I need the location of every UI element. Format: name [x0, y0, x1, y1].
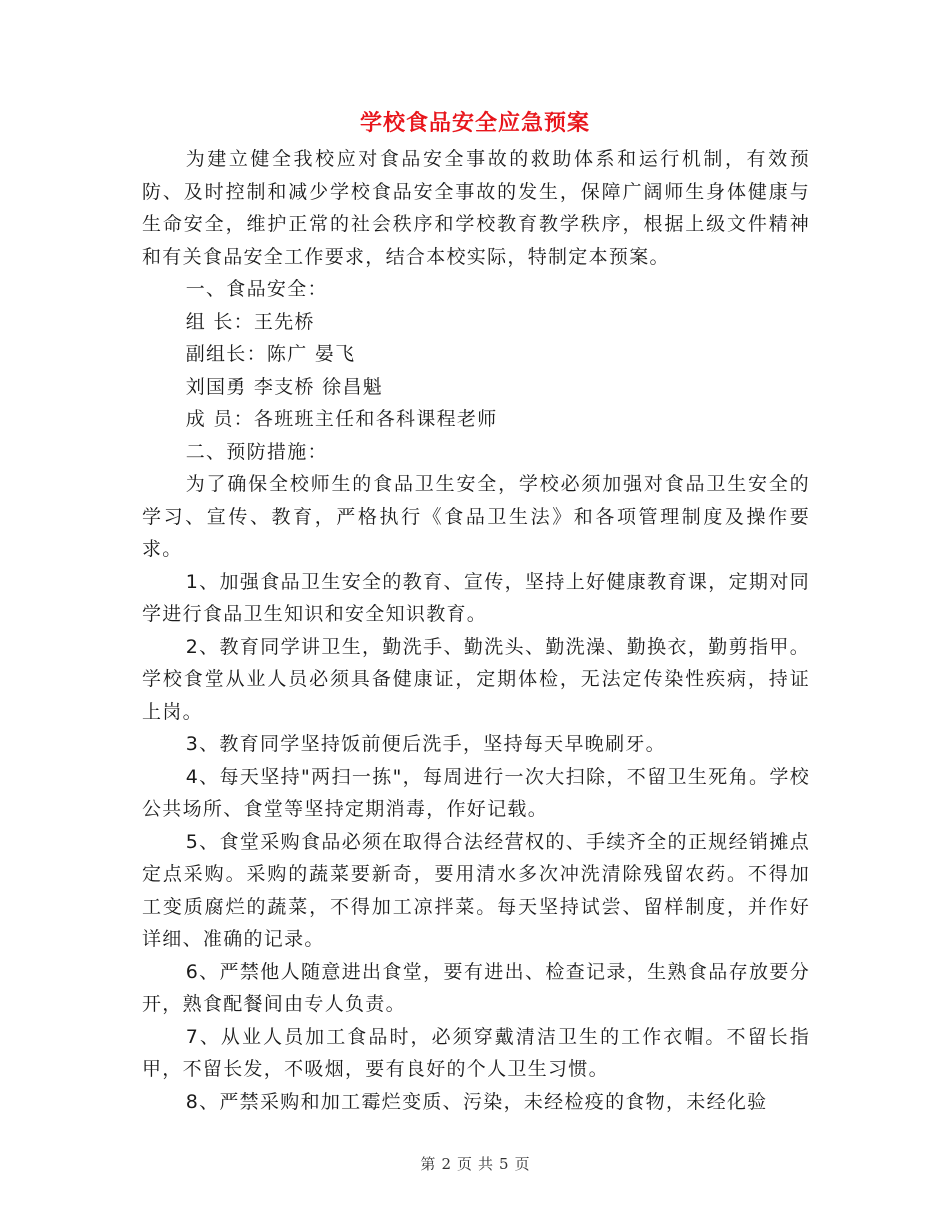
members-line: 成 员：各班班主任和各科课程老师	[185, 408, 498, 430]
deputy-members-line: 刘国勇 李支桥 徐昌魁	[185, 375, 384, 398]
document-body	[142, 143, 810, 1118]
list-item-4: 4、每天坚持"两扫一拣"，每周进行一次大扫除，不留卫生死角。学校公共场所、食堂等坚持定期消毒，作好记载。	[142, 765, 810, 820]
list-item-8: 8、严禁采购和加工霉烂变质、污染，未经检疫的食物，未经化验	[185, 1090, 768, 1113]
section-heading-food-safety: 一、食品安全：	[185, 278, 328, 300]
footer-total-pages: 5	[499, 1155, 509, 1173]
section-heading-prevention: 二、预防措施：	[185, 440, 328, 463]
list-item-3: 3、教育同学坚持饭前便后洗手，坚持每天早晚刷牙。	[185, 733, 666, 755]
list-item-2: 2、教育同学讲卫生，勤洗手、勤洗头、勤洗澡、勤换衣，勤剪指甲。学校食堂从业人员必须具备健康证，定期体检，无法定传染性疾病，持证上岗。	[142, 635, 810, 723]
team-leader-line: 组 长：王先桥	[185, 310, 315, 333]
footer-suffix: 页	[514, 1155, 530, 1173]
document-title: 学校食品安全应急预案	[359, 111, 590, 136]
list-item-1: 1、加强食品卫生安全的教育、宣传，坚持上好健康教育课，定期对同学进行食品卫生知识和安全知识教育。	[142, 570, 810, 625]
list-item-6: 6、严禁他人随意进出食堂，要有进出、检查记录，生熟食品存放要分开，熟食配餐间由专人负责。	[142, 960, 810, 1015]
list-item-7: 7、从业人员加工食品时，必须穿戴清洁卫生的工作衣帽。不留长指甲，不留长发，不吸烟，要有良好的个人卫生习惯。	[142, 1025, 810, 1080]
paragraph-intro: 为建立健全我校应对食品安全事故的救助体系和运行机制，有效预防、及时控制和减少学校食品安全事故的发生，保障广阔师生身体健康与生命安全，维护正常的社会秩序和学校教育教学秩序，根据上级文件精神和有关食品安全工作要求，结合本校实际，特制定本预案。	[142, 148, 810, 268]
page-footer	[0, 1153, 950, 1175]
deputy-leader-line: 副组长：陈广 晏飞	[185, 343, 356, 365]
paragraph-prevention-intro: 为了确保全校师生的食品卫生安全，学校必须加强对食品卫生安全的学习、宣传、教育，严格执行《食品卫生法》和各项管理制度及操作要求。	[142, 473, 810, 560]
list-item-5: 5、食堂采购食品必须在取得合法经营权的、手续齐全的正规经销摊点定点采购。采购的蔬菜要新奇，要用清水多次冲洗清除残留农药。不得加工变质腐烂的蔬菜，不得加工凉拌菜。每天坚持试尝、留样制度，并作好详细、准确的记录。	[142, 830, 810, 950]
footer-total-word: 共	[478, 1155, 494, 1173]
footer-prefix: 第	[420, 1155, 436, 1173]
footer-current-page: 2	[441, 1155, 451, 1173]
footer-page-word: 页	[456, 1155, 472, 1173]
